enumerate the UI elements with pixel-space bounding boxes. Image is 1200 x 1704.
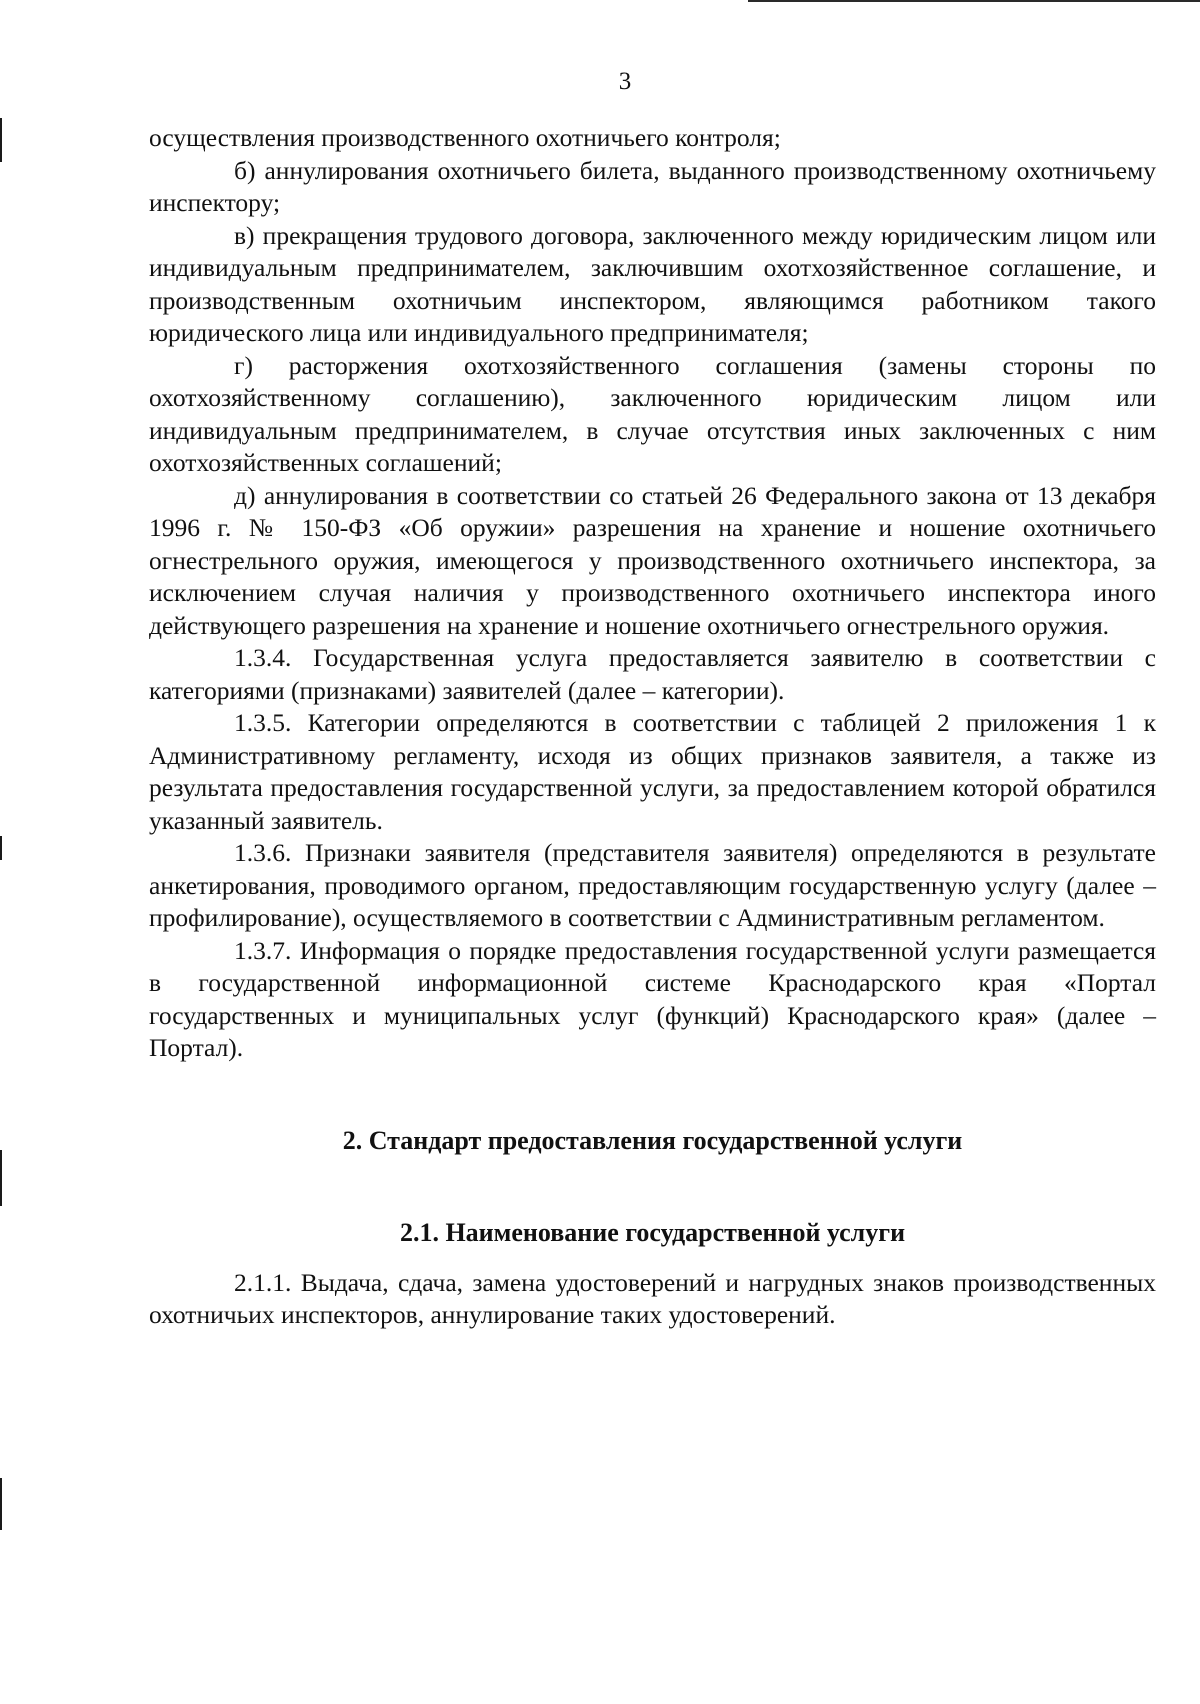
paragraph-item-v: в) прекращения трудового договора, заключенного между юридическим лицом или индивидуальным предпринимателем, заключившим охотхозяйственное соглашение, и производственным охотничьим инспектором, являющимся работником такого юридического лица или индивидуального предпринимателя; [149, 220, 1156, 347]
page-number: 3 [618, 68, 632, 95]
paragraph-1-3-4: 1.3.4. Государственная услуга предоставляется заявителю в соответствии с категориями (признаками) заявителей (далее – категории). [149, 643, 1156, 705]
scan-margin-mark [0, 1150, 2, 1206]
scan-margin-mark [0, 1478, 2, 1530]
scan-edge-line [748, 0, 1200, 2]
paragraph-1-3-5: 1.3.5. Категории определяются в соответствии с таблицей 2 приложения 1 к Административному регламенту, исходя из общих признаков заявителя, а также из результата предоставления государственной услуги, за предоставлением которой обратился указанный заявитель. [149, 708, 1156, 835]
scan-margin-mark [0, 118, 2, 162]
document-body [149, 122, 1156, 1332]
paragraph-continuation: осуществления производственного охотничьего контроля; [149, 123, 781, 152]
paragraph-1-3-6: 1.3.6. Признаки заявителя (представителя заявителя) определяются в результате анкетирования, проводимого органом, предоставляющим государственную услугу (далее – профилирование), осуществляемого в соответствии с Административным регламентом. [149, 838, 1156, 932]
paragraph-1-3-7: 1.3.7. Информация о порядке предоставления государственной услуги размещается в государственной информационной системе Краснодарского края «Портал государственных и муниципальных услуг (функций) Краснодарского края» (далее – Портал). [149, 935, 1156, 1062]
paragraph-item-g: г) расторжения охотхозяйственного соглашения (замены стороны по охотхозяйственному соглашению), заключенного юридическим лицом или индивидуальным предпринимателем, в случае отсутствия иных заключенных с ним охотхозяйственных соглашений; [149, 350, 1156, 477]
paragraph-item-d: д) аннулирования в соответствии со статьей 26 Федерального закона от 13 декабря 1996 г. № 150-ФЗ «Об оружии» разрешения на хранение и ношение охотничьего огнестрельного оружия, имеющегося у производственного охотничьего инспектора, за исключением случая наличия у производственного охотничьего инспектора иного действующего разрешения на хранение и ношение охотничьего огнестрельного оружия. [149, 480, 1156, 640]
subsection-heading: 2.1. Наименование государственной услуги [399, 1217, 906, 1247]
scan-margin-mark [0, 836, 2, 860]
paragraph-item-b: б) аннулирования охотничьего билета, выданного производственному охотничьему инспектору; [149, 155, 1156, 217]
paragraph-2-1-1: 2.1.1. Выдача, сдача, замена удостоверений и нагрудных знаков производственных охотничьих инспекторов, аннулирование таких удостоверений. [149, 1267, 1156, 1329]
section-heading: 2. Стандарт предоставления государственной услуги [342, 1125, 963, 1155]
